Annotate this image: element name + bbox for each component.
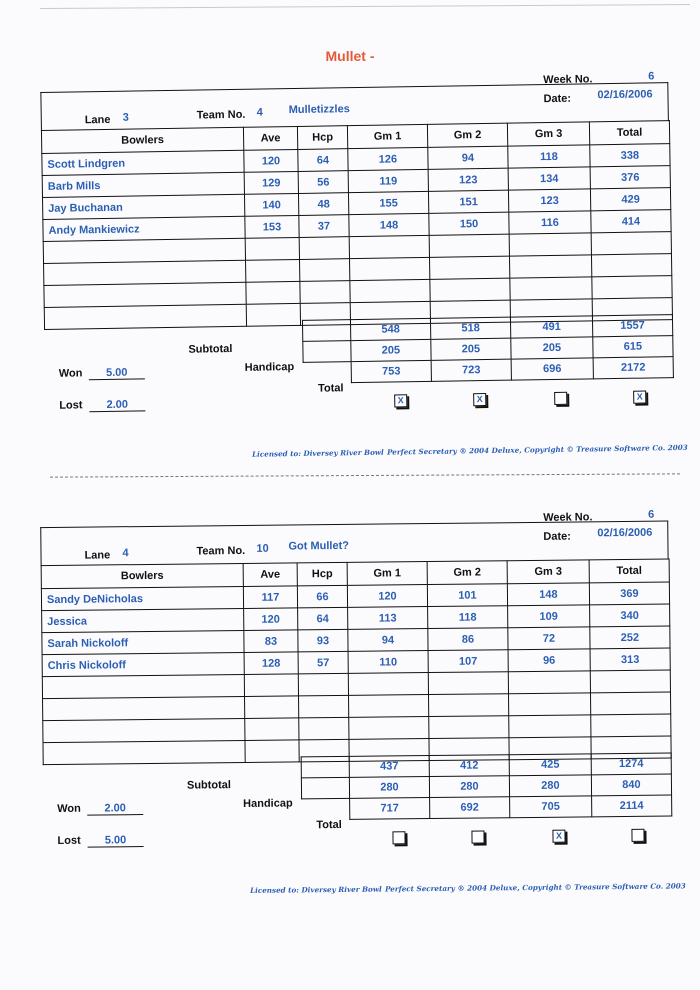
- bowler-hcp-cell: 48: [298, 193, 348, 216]
- copyright-text: Perfect Secretary ® 2004 Deluxe, Copyright © Treasure Software Co. 2003: [386, 442, 688, 457]
- bowler-hcp-cell: 37: [299, 215, 349, 238]
- won-label: Won: [58, 367, 83, 380]
- bowler-g2-cell: 151: [428, 190, 508, 213]
- total-row: [302, 795, 672, 820]
- bowler-g1-cell: 113: [348, 607, 428, 630]
- team-no-value: 4: [256, 106, 263, 119]
- bowler-g2-cell: 101: [427, 584, 507, 607]
- bowler-g2-cell: [429, 716, 509, 739]
- bowler-total-cell: 376: [590, 166, 670, 189]
- bowler-g2-cell: [429, 256, 509, 279]
- col-header-gm1: Gm 1: [347, 124, 427, 148]
- won-value: 5.00: [89, 366, 145, 380]
- col-header-gm2: Gm 2: [427, 123, 507, 147]
- bowler-g3-cell: 116: [509, 211, 591, 234]
- total-spacer: [303, 362, 351, 384]
- bowler-g1-cell: [349, 235, 429, 258]
- game1-win-checkbox[interactable]: [392, 831, 405, 844]
- bowler-g1-cell: 110: [348, 651, 428, 674]
- bowler-hcp-cell: [300, 259, 350, 282]
- bowler-g1-cell: 155: [348, 191, 428, 214]
- week-no-label: Week No.: [543, 511, 593, 524]
- date-label: Date:: [543, 92, 572, 106]
- lost-label: Lost: [59, 399, 83, 412]
- bowler-ave-cell: [246, 303, 300, 326]
- total-win-checkbox[interactable]: X: [633, 391, 646, 404]
- team-name: Got Mullet?: [288, 539, 350, 553]
- lane-label: Lane: [84, 549, 111, 562]
- total-win-checkbox[interactable]: [631, 829, 644, 842]
- bowler-hcp-cell: 93: [298, 629, 348, 652]
- bowler-g3-cell: [508, 671, 590, 694]
- game1-win-checkbox[interactable]: X: [394, 394, 407, 407]
- bowler-g3-cell: [509, 715, 591, 738]
- bowler-g2-cell: [429, 234, 509, 257]
- bowler-total-cell: [590, 670, 670, 693]
- bowler-hcp-cell: 56: [298, 171, 348, 194]
- bowler-name-cell: Chris Nickoloff: [42, 652, 244, 676]
- lost-label: Lost: [57, 834, 81, 847]
- bowler-hcp-cell: 66: [297, 585, 347, 608]
- bowler-name-cell: Sandy DeNicholas: [41, 586, 243, 610]
- bowler-g3-cell: 134: [508, 167, 590, 190]
- bowlers-table: [41, 120, 673, 330]
- page-top-rule: [40, 4, 690, 9]
- week-no-value: 6: [648, 70, 655, 83]
- col-header-ave: Ave: [243, 563, 297, 587]
- bowler-name-cell: Scott Lindgren: [42, 150, 244, 175]
- handicap-gm3: 205: [511, 337, 593, 359]
- bowler-name-cell: [43, 718, 245, 742]
- col-header-total: Total: [589, 121, 669, 145]
- lane-value: 4: [122, 547, 129, 560]
- bowler-ave-cell: 128: [244, 652, 298, 675]
- date-value: 02/16/2006: [597, 88, 653, 102]
- total-gm3: 696: [511, 358, 593, 380]
- bowler-total-cell: [591, 232, 671, 255]
- handicap-label: Handicap: [244, 361, 295, 374]
- date-label: Date:: [543, 530, 571, 543]
- bowler-name-cell: Barb Mills: [42, 172, 244, 197]
- subtotal-label: Subtotal: [188, 343, 233, 356]
- col-header-gm2: Gm 2: [427, 561, 507, 585]
- won-field: [57, 802, 143, 816]
- bowler-ave-cell: 140: [244, 193, 298, 216]
- bowler-g2-cell: [430, 278, 510, 301]
- bowler-hcp-cell: 64: [298, 149, 348, 172]
- bowler-ave-cell: 153: [245, 215, 299, 238]
- bowler-g3-cell: [509, 233, 591, 256]
- bowlers-table: [41, 559, 672, 766]
- handicap-label: Handicap: [243, 797, 293, 810]
- bowler-g1-cell: [349, 695, 429, 718]
- bowler-g1-cell: [349, 717, 429, 740]
- bowler-hcp-cell: [300, 281, 350, 304]
- lost-value: 5.00: [87, 834, 143, 848]
- bowler-name-cell: [43, 238, 245, 263]
- bowler-g1-cell: 120: [347, 585, 427, 608]
- bowler-ave-cell: [245, 237, 299, 260]
- subtotal-label: Subtotal: [186, 779, 232, 792]
- bowler-g3-cell: 109: [508, 605, 590, 628]
- bowler-ave-cell: [245, 696, 299, 719]
- bowler-name-cell: [44, 304, 246, 329]
- bowler-hcp-cell: [299, 237, 349, 260]
- totals-table: [301, 753, 673, 821]
- bowler-total-cell: 414: [591, 210, 671, 233]
- score-sheet-2: [0, 498, 700, 925]
- license-text: Licensed to: Diversey River Bowl: [249, 884, 382, 895]
- bowler-g3-cell: 72: [508, 627, 590, 650]
- bowler-g2-cell: 150: [429, 212, 509, 235]
- bowler-g2-cell: 123: [428, 168, 508, 191]
- lane-label: Lane: [84, 113, 111, 127]
- team-no-label: Team No.: [196, 108, 246, 122]
- bowler-g2-cell: [429, 694, 509, 717]
- bowler-ave-cell: 120: [244, 608, 298, 631]
- bowler-total-cell: 340: [590, 604, 670, 627]
- date-value: 02/16/2006: [597, 526, 653, 540]
- total-spacer: [302, 798, 350, 820]
- bowler-name-cell: [44, 282, 246, 307]
- subtotal-spacer: [301, 756, 349, 778]
- col-header-gm1: Gm 1: [347, 562, 427, 586]
- bowler-g2-cell: 107: [428, 650, 508, 673]
- subtotal-gm3: 491: [510, 316, 592, 338]
- lost-field: [59, 398, 145, 412]
- handicap-gm2: 280: [429, 776, 509, 798]
- bowler-name-cell: [42, 674, 244, 698]
- won-field: [59, 366, 145, 380]
- bowler-g3-cell: [510, 277, 592, 300]
- copyright-text: Perfect Secretary ® 2004 Deluxe, Copyright © Treasure Software Co. 2003: [384, 881, 686, 894]
- bowler-hcp-cell: [299, 695, 349, 718]
- team-name: Mulletizzles: [288, 103, 350, 117]
- total-total: 2114: [592, 795, 672, 817]
- total-label: Total: [317, 382, 344, 395]
- bowler-total-cell: [592, 276, 672, 299]
- bowler-g2-cell: 86: [428, 628, 508, 651]
- lane-value: 3: [122, 111, 129, 124]
- bowler-name-cell: [43, 696, 245, 720]
- subtotal-spacer: [302, 320, 350, 342]
- handicap-gm1: 280: [349, 777, 429, 799]
- bowler-g3-cell: [509, 255, 591, 278]
- bowler-total-cell: 338: [590, 144, 670, 167]
- handicap-spacer: [301, 777, 349, 799]
- bowler-hcp-cell: 64: [298, 607, 348, 630]
- handicap-spacer: [303, 341, 351, 363]
- subtotal-total: 1274: [591, 753, 671, 775]
- bowler-g1-cell: 94: [348, 629, 428, 652]
- bowler-total-cell: 252: [590, 626, 670, 649]
- bowler-name-cell: Jessica: [42, 608, 244, 632]
- game3-win-checkbox[interactable]: [554, 392, 567, 405]
- subtotal-total: 1557: [592, 315, 672, 337]
- total-total: 2172: [593, 357, 673, 379]
- bowler-hcp-cell: 57: [298, 651, 348, 674]
- page-title: Mullet -: [325, 48, 375, 64]
- total-gm2: 692: [430, 797, 510, 819]
- bowler-g1-cell: [350, 279, 430, 302]
- col-header-hcp: Hcp: [297, 562, 347, 586]
- bowler-g1-cell: 148: [349, 213, 429, 236]
- col-header-ave: Ave: [243, 126, 297, 150]
- bowler-g3-cell: [509, 693, 591, 716]
- bowler-hcp-cell: [299, 717, 349, 740]
- bowler-g1-cell: 119: [348, 169, 428, 192]
- bowler-g3-cell: 123: [508, 189, 590, 212]
- col-header-gm3: Gm 3: [507, 560, 589, 584]
- handicap-gm2: 205: [431, 338, 511, 360]
- team-no-value: 10: [256, 542, 269, 555]
- bowler-g2-cell: [428, 672, 508, 695]
- license-text: Licensed to: Diversey River Bowl: [251, 447, 384, 459]
- lost-field: [57, 834, 143, 848]
- total-gm1: 717: [350, 798, 430, 820]
- handicap-total: 840: [591, 774, 671, 796]
- bowler-hcp-cell: [298, 673, 348, 696]
- handicap-total: 615: [593, 336, 673, 358]
- bowler-name-cell: [44, 260, 246, 285]
- team-no-label: Team No.: [196, 544, 246, 558]
- bowler-name-cell: Jay Buchanan: [43, 194, 245, 219]
- bowler-total-cell: [590, 692, 670, 715]
- week-no-label: Week No.: [543, 73, 593, 87]
- col-header-bowlers: Bowlers: [41, 127, 243, 153]
- handicap-gm1: 205: [351, 339, 431, 361]
- bowler-total-cell: 313: [590, 648, 670, 671]
- bowler-g3-cell: 118: [508, 145, 590, 168]
- col-header-gm3: Gm 3: [507, 122, 589, 146]
- subtotal-gm1: 548: [350, 318, 430, 340]
- lost-value: 2.00: [89, 398, 145, 412]
- subtotal-gm2: 518: [430, 317, 510, 339]
- bowler-g1-cell: [348, 673, 428, 696]
- game2-win-checkbox[interactable]: X: [473, 393, 486, 406]
- total-row: [303, 357, 673, 384]
- bowler-name-cell: Andy Mankiewicz: [43, 216, 245, 241]
- week-no-value: 6: [648, 508, 655, 521]
- bowler-ave-cell: [245, 718, 299, 741]
- subtotal-gm1: 437: [349, 756, 429, 778]
- bowler-g1-cell: 126: [348, 147, 428, 170]
- game2-win-checkbox[interactable]: [471, 830, 484, 843]
- game3-win-checkbox[interactable]: X: [552, 830, 565, 843]
- bowler-g2-cell: 94: [428, 146, 508, 169]
- handicap-gm3: 280: [509, 775, 591, 797]
- won-value: 2.00: [87, 802, 143, 816]
- col-header-total: Total: [589, 559, 669, 583]
- subtotal-gm2: 412: [429, 755, 509, 777]
- bowler-ave-cell: 83: [244, 630, 298, 653]
- total-label: Total: [316, 818, 342, 832]
- totals-table: [302, 314, 674, 384]
- won-label: Won: [57, 802, 81, 815]
- bowler-total-cell: 429: [590, 188, 670, 211]
- bowler-ave-cell: 120: [244, 149, 298, 172]
- bowler-g1-cell: [350, 257, 430, 280]
- bowler-ave-cell: [246, 281, 300, 304]
- col-header-hcp: Hcp: [297, 126, 347, 150]
- total-gm1: 753: [351, 360, 431, 382]
- bowler-g3-cell: 148: [507, 583, 589, 606]
- bowler-g2-cell: 118: [428, 606, 508, 629]
- col-header-bowlers: Bowlers: [41, 563, 243, 588]
- bowler-name-cell: Sarah Nickoloff: [42, 630, 244, 654]
- bowler-g3-cell: 96: [508, 649, 590, 672]
- bowler-total-cell: 369: [589, 582, 669, 605]
- subtotal-gm3: 425: [509, 754, 591, 776]
- total-gm3: 705: [510, 796, 592, 818]
- bowler-ave-cell: [244, 674, 298, 697]
- bowler-ave-cell: 117: [243, 586, 297, 609]
- bowler-total-cell: [591, 254, 671, 277]
- score-sheet-1: [0, 60, 700, 491]
- bowler-ave-cell: [246, 259, 300, 282]
- total-gm2: 723: [431, 359, 511, 381]
- bowler-ave-cell: 129: [244, 171, 298, 194]
- bowler-total-cell: [591, 714, 671, 737]
- bowler-ave-cell: [245, 740, 299, 763]
- bowler-name-cell: [43, 740, 245, 764]
